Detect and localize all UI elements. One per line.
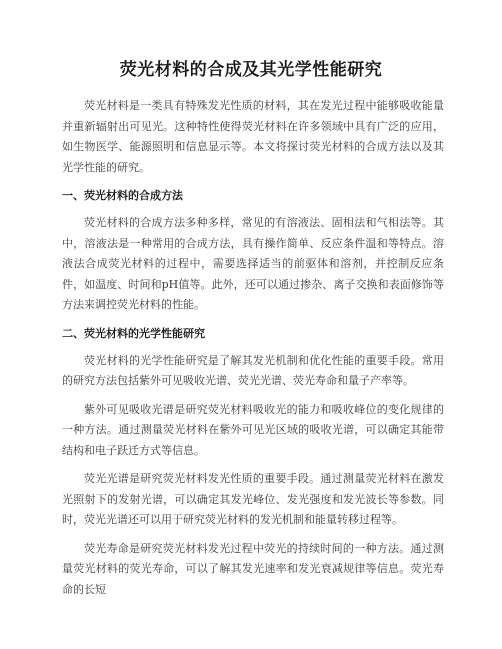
section-1-paragraph-1: 荧光材料的合成方法多种多样，常见的有溶液法、固相法和气相法等。其中，溶液法是一种常用的合成方法，具有操作简单、反应条件温和等特点。溶液法合成荧光材料的过程中，需要选择适当的前驱体和溶剂，并控制反应条件，如温度、时间和pH值等。此外，还可以通过掺杂、离子交换和表面修饰等方法来调控荧光材料的性能。 — [62, 216, 444, 311]
section-2-paragraph-2: 紫外可见吸收光谱是研究荧光材料吸收光的能力和吸收峰位的变化规律的一种方法。通过测量荧光材料在紫外可见光区域的吸收光谱，可以确定其能带结构和电子跃迁方式等信息。 — [62, 402, 444, 457]
section-2-paragraph-1: 荧光材料的光学性能研究是了解其发光机制和优化性能的重要手段。常用的研究方法包括紫外可见吸收光谱、荧光光谱、荧光寿命和量子产率等。 — [62, 353, 444, 387]
document-title: 荧光材料的合成及其光学性能研究 — [119, 60, 383, 80]
section-2-paragraph-3: 荧光光谱是研究荧光材料发光性质的重要手段。通过测量荧光材料在激发光照射下的发射光谱，可以确定其发光峰位、发光强度和发光波长等参数。同时，荧光光谱还可以用于研究荧光材料的发光机制和能量转移过程等。 — [62, 472, 444, 526]
document-body — [62, 96, 444, 608]
section-2-heading: 二、荧光材料的光学性能研究 — [62, 326, 205, 340]
section-2-paragraph-4: 荧光寿命是研究荧光材料发光过程中荧光的持续时间的一种方法。通过测量荧光材料的荧光寿命，可以了解其发光速率和发光衰减规律等信息。荧光寿命的长短 — [62, 541, 444, 596]
intro-paragraph: 荧光材料是一类具有特殊发光性质的材料，其在发光过程中能够吸收能量并重新辐射出可见光。这种特性使得荧光材料在许多领域中具有广泛的应用，如生物医学、能源照明和信息显示等。本文将探讨荧光材料的合成方法以及其光学性能的研究。 — [62, 99, 444, 174]
section-1-heading: 一、荧光材料的合成方法 — [62, 189, 183, 202]
